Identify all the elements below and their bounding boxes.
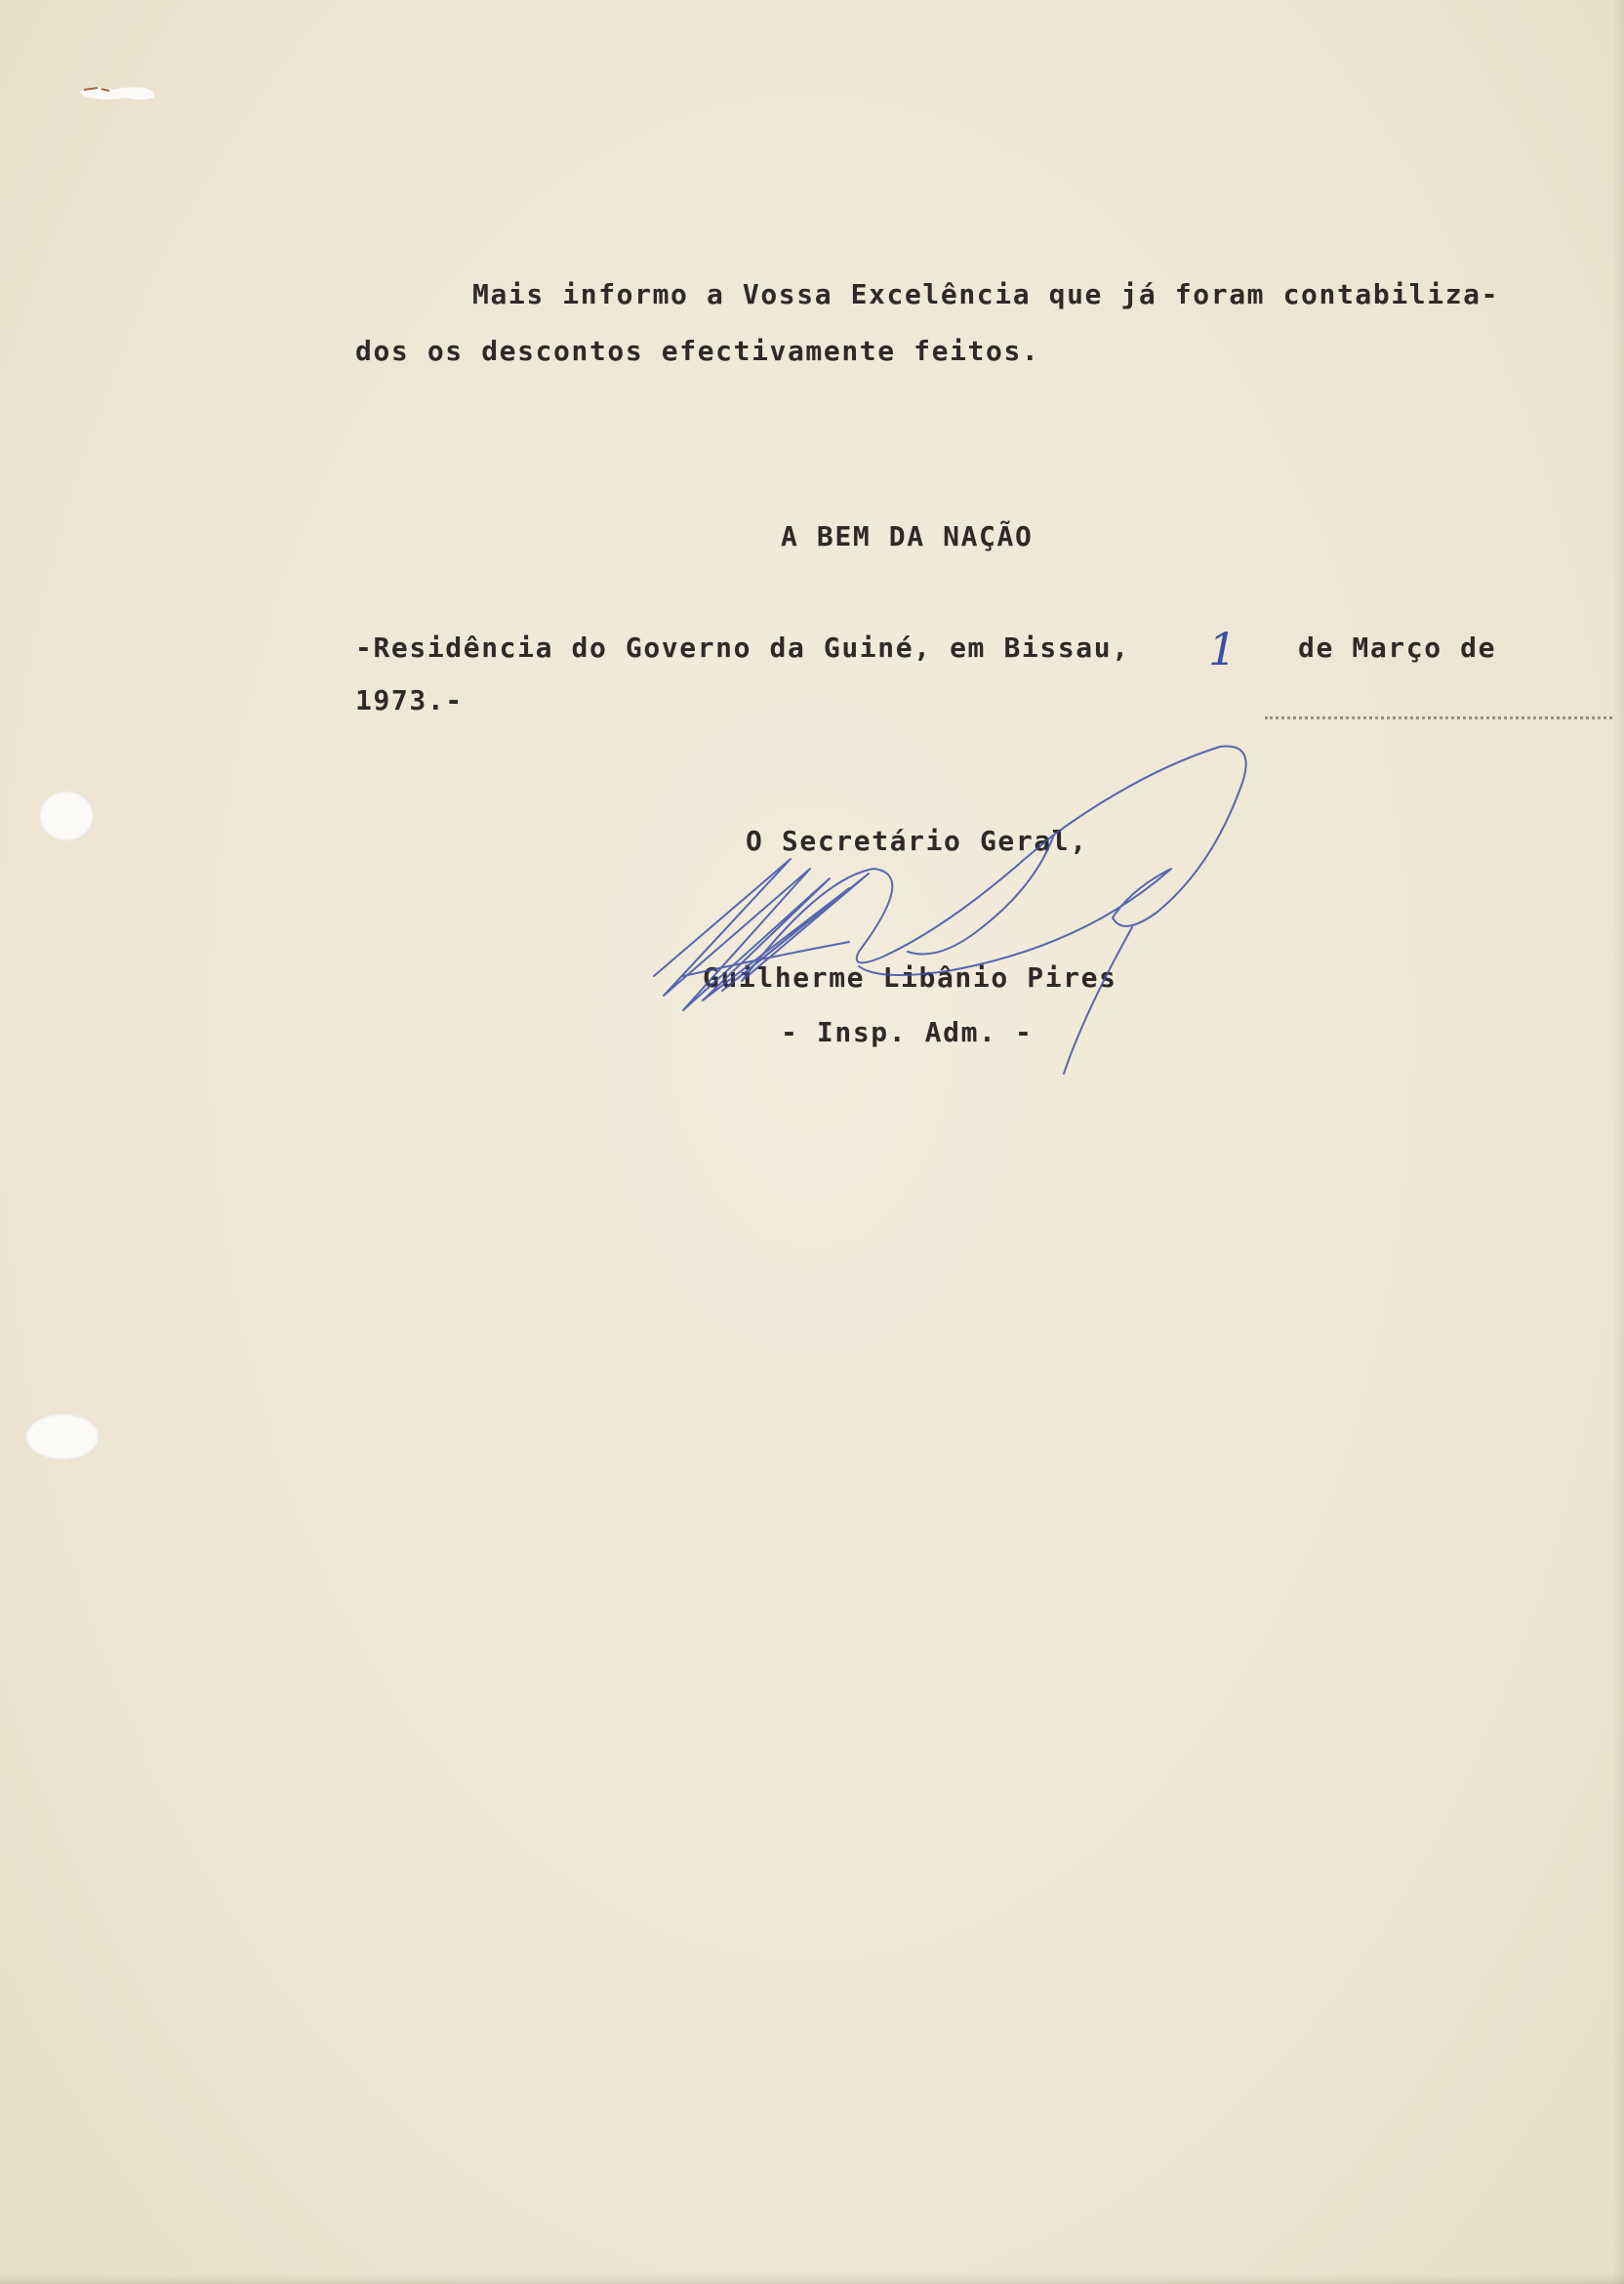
punch-hole-bottom xyxy=(25,1413,100,1460)
page-bottom-shadow xyxy=(0,2274,1624,2284)
closing-motto: A BEM DA NAÇÃO xyxy=(781,520,1034,552)
place-date-month: de Março de xyxy=(1298,632,1497,664)
place-date-line-1: -Residência do Governo da Guiné, em Bissau, xyxy=(355,632,1130,664)
signatory-name: Guilherme Libânio Pires xyxy=(703,961,1117,994)
handwritten-day: 1 xyxy=(1208,623,1238,675)
paper-tear-mark xyxy=(76,80,160,105)
typed-dash-rule xyxy=(1265,716,1612,719)
signatory-title: O Secretário Geral, xyxy=(746,825,1088,857)
handwritten-signature xyxy=(625,732,1269,1083)
page-edge-shadow xyxy=(1612,0,1624,2284)
signatory-rank: - Insp. Adm. - xyxy=(781,1016,1034,1048)
punch-hole-top xyxy=(39,791,94,841)
place-date-line-2: 1973.- xyxy=(355,684,464,716)
paragraph-line-1: Mais informo a Vossa Excelência que já foram contabiliza- xyxy=(472,278,1500,310)
paragraph-line-2: dos os descontos efectivamente feitos. xyxy=(355,335,1040,367)
